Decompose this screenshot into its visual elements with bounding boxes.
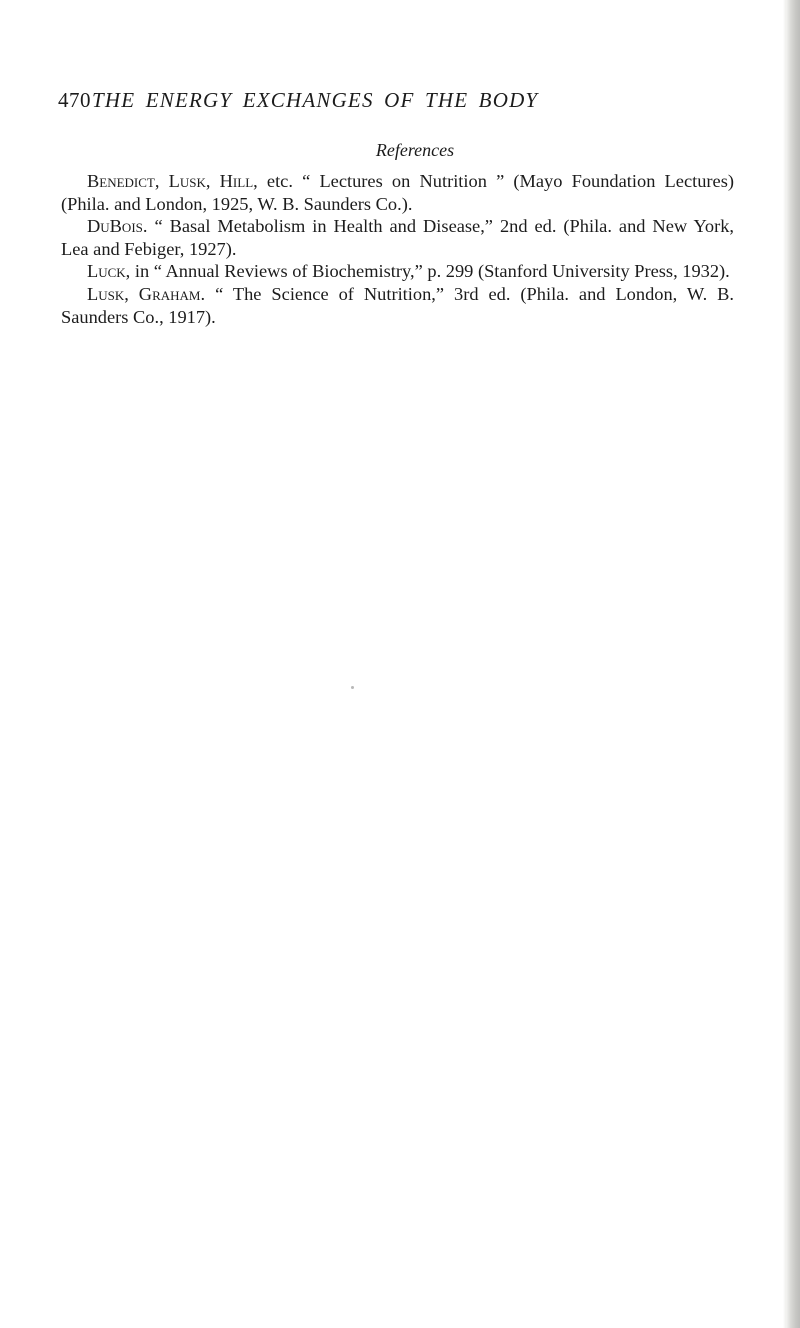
reference-author: Benedict, Lusk, Hill, bbox=[87, 171, 258, 191]
reference-item bbox=[61, 170, 734, 215]
reference-author: Luck, bbox=[87, 261, 131, 282]
reference-text: “ Basal Metabolism in Health and Disease,” 2nd ed. (Phila. and New York, Lea and Febiger, 1927). bbox=[61, 216, 734, 259]
running-title: THE ENERGY EXCHANGES OF THE BODY bbox=[92, 88, 539, 112]
paper-speck bbox=[351, 686, 354, 689]
reference-list bbox=[61, 170, 734, 328]
reference-text: etc. “ Lectures on Nutrition ” (Mayo Foundation Lectures) (Phila. and London, 1925, W. B. Saunders Co.). bbox=[61, 171, 734, 214]
running-head bbox=[58, 88, 734, 118]
reference-author: Lusk, Graham. bbox=[87, 283, 206, 304]
section-heading: References bbox=[375, 140, 455, 160]
reference-item bbox=[61, 215, 734, 260]
reference-text: in “ Annual Reviews of Biochemistry,” p. 299 (Stanford University Press, 1932). bbox=[130, 261, 730, 282]
page-number: 470 bbox=[58, 88, 91, 112]
page-edge-shadow bbox=[786, 0, 800, 1328]
reference-text: “ The Science of Nutrition,” 3rd ed. (Phila. and London, W. B. Saunders Co., 1917). bbox=[61, 283, 734, 327]
reference-item bbox=[61, 283, 734, 328]
reference-author: DuBois. bbox=[87, 216, 148, 237]
reference-item bbox=[61, 260, 734, 283]
